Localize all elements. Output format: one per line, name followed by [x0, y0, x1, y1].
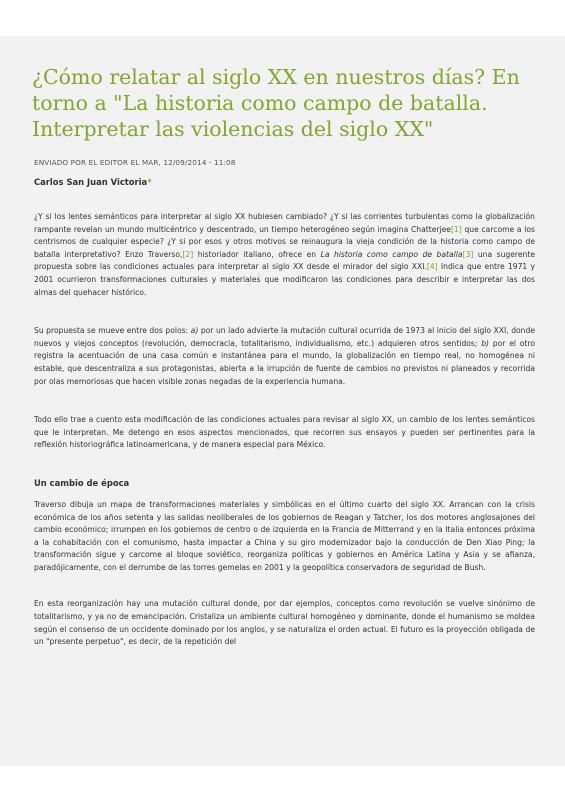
- article-title: ¿Cómo relatar al siglo XX en nuestros días? En torno a "La historia como campo de batalla. Interpretar las violencias del siglo XX": [32, 65, 520, 141]
- text: por un lado advierte la mutación cultural ocurrida de 1973 al inicio del siglo XXI, donde nuevos y viejos conceptos (revolución, democracia, totalitarismo, individualismo, etc.) adquieren otros sentidos;: [34, 326, 535, 348]
- text: una sugerente propuesta sobre las condiciones actuales para interpretar al siglo XX desde el mirador del siglo XXI.: [34, 249, 535, 272]
- paragraph-3: Todo ello trae a cuento esta modificación de las condiciones actuales para revisar al siglo XX, un cambio de los lentes semánticos que le interpretan. Me detengo en esos aspectos mencionados, que recorren sus ensayos y pueden ser pertinentes para la reflexión historiográfica latinoamericana, y de manera especial para México.: [34, 415, 535, 450]
- paragraph-4: Traverso dibuja un mapa de transformaciones materiales y simbólicas en el último cuarto del siglo XX. Arrancan con la crisis económica de los años setenta y las salidas neoliberales de los gobiernos de Reagan y Tatcher, los dos motores anglosajones del cambio económico; irrumpen en los gobiernos de centro o de izquierda en la Francia de Mitterrand y en la Italia entonces próxima a la cohabitación con el comunismo, hasta impactar a China y su giro modernizador bajo la conducción de Den Xiao Ping; la transformación sigue y carcome al bloque soviético, reorganiza políticas y gobiernos en América Latina y Asia y se afianza, paradójicamente, con el derrumbe de las torres gemelas en 2001 y la geopolítica conservadora de seguridad de Bush.: [34, 499, 535, 572]
- paragraph-2: [34, 325, 535, 388]
- paragraph-1: [34, 211, 535, 299]
- book-title: La historia como campo de batalla: [320, 249, 463, 259]
- article-page: [0, 36, 565, 766]
- author-footnote-link[interactable]: *: [147, 177, 152, 187]
- section-heading: Un cambio de época: [34, 477, 130, 488]
- footnote-link-4[interactable]: [4]: [426, 262, 438, 272]
- footnote-link-2[interactable]: [2]: [182, 249, 194, 259]
- text: ¿Y si los lentes semánticos para interpretar al siglo XX hubiesen cambiado? ¿Y si las corrientes turbulentas como la globalización rampante revelan un mundo multicéntrico y descentrado, un tiempo heterogéneo según imagina Chatterjee: [34, 212, 535, 234]
- footnote-link-3[interactable]: [3]: [462, 249, 474, 259]
- text: Indica que entre 1971 y 2001 ocurrieron transformaciones culturales y materiales que modificaron las condiciones para describir e interpretar las dos almas del quehacer histórico.: [34, 262, 535, 297]
- author-name: Carlos San Juan Victoria: [34, 177, 148, 187]
- author-line: [34, 177, 535, 187]
- list-marker-a: a): [190, 326, 199, 336]
- text: historiador italiano, ofrece en: [193, 249, 321, 259]
- text: que carcome a los centrismos de cualquier especie? ¿Y si por esos y otros motivos se reinaugura la vieja condición de la historia como campo de batalla interpretativo? Enzo Traverso,: [34, 224, 535, 259]
- text: por el otro registra la acentuación de una casa común e instantánea para el mundo, la globalización en tiempo real, no homogénea ni estable, que descentraliza a sus protagonistas, abierta a la irrupción de fuente de cambios no previstos ni planeados y recorrida por olas memoriosas que hacen visible zonas negadas de la experiencia humana.: [34, 338, 535, 386]
- footnote-link-1[interactable]: [1]: [450, 224, 462, 234]
- text: Su propuesta se mueve entre dos polos:: [34, 326, 191, 336]
- paragraph-5: En esta reorganización hay una mutación cultural donde, por dar ejemplos, conceptos como revolución se vuelve sinónimo de totalitarismo, y ya no de emancipación. Cristaliza un ambiente cultural homogéneo y dominante, donde el humanismo se moldea según el consenso de un occidente dominado por los anglos, y se naturaliza el orden actual. El futuro es la proyección obligada de un "presente perpetuo", es decir, de la repetición del: [34, 599, 535, 647]
- post-meta: ENVIADO POR EL EDITOR EL MAR, 12/09/2014 - 11:08: [34, 158, 236, 167]
- list-marker-b: b): [481, 338, 490, 348]
